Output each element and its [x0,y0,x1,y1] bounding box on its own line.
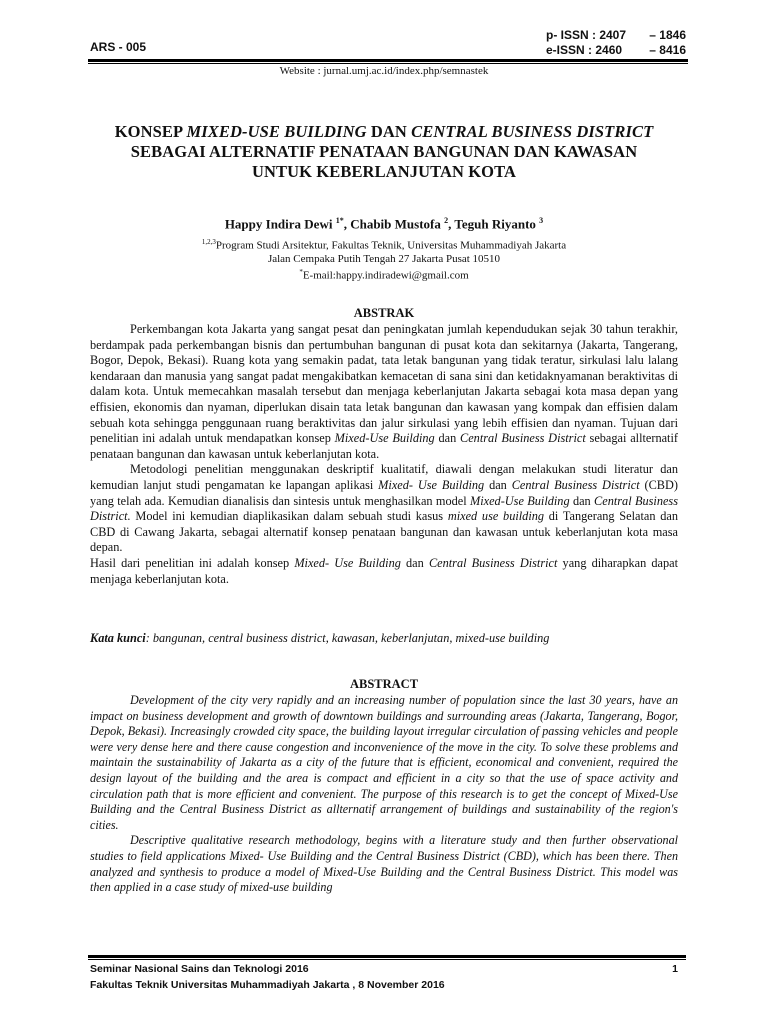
abstract-paragraph-1: Development of the city very rapidly and an increasing number of population since the last 30 years, have an impact on business development and growth of downtown buildings and surrounding areas (Jakarta, Tangerang, Bogor, Depok, Bekasi). Increasingly crowded city space, the building layout irregular circulation of passing vehicles and people were very dense here and there cause congestion and inconvenience of the move in the city. To solve these problems and maintain the sustainability of Jakarta as a city of the future that is efficient, economical and convenient, required the design layout of the building and the area is compact and efficient in a city so that the use of space activity and circulation path that is more efficient and convenient. The purpose of this research is to get the concept of Mixed-Use Building and the Central Business District as allternatif arrangement of buildings and sustainability of the region's cities. [90,693,678,832]
e-issn-label: e-ISSN : 2460 [546,43,623,57]
title-line-2: SEBAGAI ALTERNATIF PENATAAN BANGUNAN DAN KAWASAN [130,142,638,161]
abstrak-text: dan [434,431,461,446]
abstrak-text: (CBD) yang telah ada. Kemudian dianalisis dan sintesis untuk menghasilkan model [90,477,678,508]
abstrak-text: yang diharapkan dapat menjaga keberlanjutan kota. [90,555,679,586]
author-sup: 1* [335,216,344,225]
header-rule-thin [88,63,688,64]
title-line-1 [80,122,688,142]
footer-faculty: Fakultas Teknik Universitas Muhammadiyah Jakarta , 8 November 2016 [90,979,445,991]
abstrak-paragraph-2 [90,462,678,556]
paper-title [80,122,688,182]
author-name: Happy Indira Dewi [224,216,336,232]
abstrak-paragraph-1 [90,322,678,462]
title-italic: CENTRAL BUSINESS DISTRICT [411,122,654,141]
title-text: DAN [366,122,412,141]
abstrak-paragraph-3 [90,556,678,587]
abstrak-text: di Tangerang Selatan dan CBD di Cawang Jakarta, sebagai alternatif konsep penataan bangunan dan kawasan untuk keberlanjutan kota masa depan. [90,509,678,555]
keywords-value: : bangunan, central business district, kawasan, keberlanjutan, mixed-use building [145,631,550,645]
abstrak-italic: Central Business District [511,477,640,492]
abstrak-italic: Mixed-Use Building [334,431,435,446]
abstrak-italic: Central Business District [428,555,558,570]
email-sup: * [299,267,303,276]
title-italic: MIXED-USE BUILDING [186,122,367,141]
abstrak-text: Hasil dari penelitian ini adalah konsep [90,555,295,570]
email-line [0,266,768,283]
author-sup: 3 [539,216,544,225]
author-sup: 2 [444,216,449,225]
address-line: Jalan Cempaka Putih Tengah 27 Jakarta Pusat 10510 [267,252,501,265]
footer-seminar: Seminar Nasional Sains dan Teknologi 2016 [90,963,309,975]
paper-code: ARS - 005 [90,40,147,54]
abstrak-italic: Mixed- Use Building [378,477,485,492]
abstrak-text: Model ini kemudian diaplikasikan dalam sebuah studi kasus [130,509,448,524]
e-issn-suffix: – 8416 [649,43,686,57]
abstrak-heading: ABSTRAK [353,306,415,320]
author-list [0,216,768,232]
abstract-paragraph-2: Descriptive qualitative research methodology, begins with a literature study and then further observational studies to field applications Mixed- Use Building and the Central Business District (CBD), which has been there. Then analyzed and synthesis to produce a model of Mixed-Use Building and the Central Business District. This model was then applied in a case study of mixed-use building [90,833,678,895]
abstrak-text: sebagai allternatif penataan bangunan dan kawasan untuk keberlanjutan kota. [90,431,678,461]
abstract-body [90,693,678,896]
title-line-3: UNTUK KEBERLANJUTAN KOTA [252,162,516,181]
p-issn [546,28,686,43]
footer-rule-thick [88,955,686,958]
abstrak-text: Perkembangan kota Jakarta yang sangat pesat dan peningkatan jumlah kependudukan sejak 30 tahun terakhir, berdampak pada perkembangan bisnis dan pertumbuhan bangunan di pusat kota dan sekitarnya (Jakarta, Tangerang, Bogor, Depok, Bekasi). Ruang kota yang semakin padat, tata letak bangunan yang tidak teratur, sirkulasi lalu lalang kendaraan dan manusia yang sangat padat mengakibatkan kemacetan di sana sini dan ketidaknyamanan beraktivitas di dalam kota. Untuk memecahkan masalah tersebut dan menjaga keberlanjutan Jakarta sebagai kota masa depan yang effisien, ekonomis dan nyaman, diperlukan disain tata letak bangunan dan kawasan yang kompak dan effisien dalam sebuah kota sehingga penggunaan ruang beraktivitas dan jalur sirkulasi yang lebih effisien dan nyaman. Tujuan dari penelitian ini adalah untuk mendapatkan konsep [90,322,678,446]
abstrak-italic: mixed use building [447,509,545,524]
abstrak-italic: Central Business District [460,431,586,446]
website-line: Website : jurnal.umj.ac.id/index.php/semnastek [279,65,489,77]
abstrak-italic: Central Business District. [90,493,678,524]
abstrak-text: Metodologi penelitian menggunakan deskriptif kualitatif, diawali dengan melakukan studi literatur dan kemudian lanjut studi pengamatan ke lapangan aplikasi [90,462,678,492]
abstrak-text: dan [400,555,429,570]
e-issn [546,43,686,58]
author-name: , Teguh Riyanto [448,216,540,232]
affiliation-text: Program Studi Arsitektur, Fakultas Teknik, Universitas Muhammadiyah Jakarta [215,239,567,252]
abstrak-text: dan [484,477,512,492]
author-name: , Chabib Mustofa [343,216,445,232]
page-number: 1 [672,963,678,975]
abstrak-body [90,322,678,587]
abstrak-italic: Mixed- Use Building [294,555,401,570]
affiliation [0,236,768,282]
issn-block [546,28,686,58]
p-issn-label: p- ISSN : 2407 [546,28,627,42]
keywords-label: Kata kunci [90,631,146,645]
header-rule-thick [88,59,688,62]
email-text: E-mail:happy.indiradewi@gmail.com [302,269,469,282]
p-issn-suffix: – 1846 [649,28,686,42]
abstract-heading: ABSTRACT [349,677,419,691]
footer-rule-thin [88,959,686,960]
title-text: KONSEP [114,122,187,141]
keywords [90,631,678,646]
abstrak-text: dan [569,493,595,508]
affiliation-sup: 1,2,3 [201,238,216,246]
affiliation-line [0,236,768,253]
abstrak-italic: Mixed-Use Building [469,493,570,508]
